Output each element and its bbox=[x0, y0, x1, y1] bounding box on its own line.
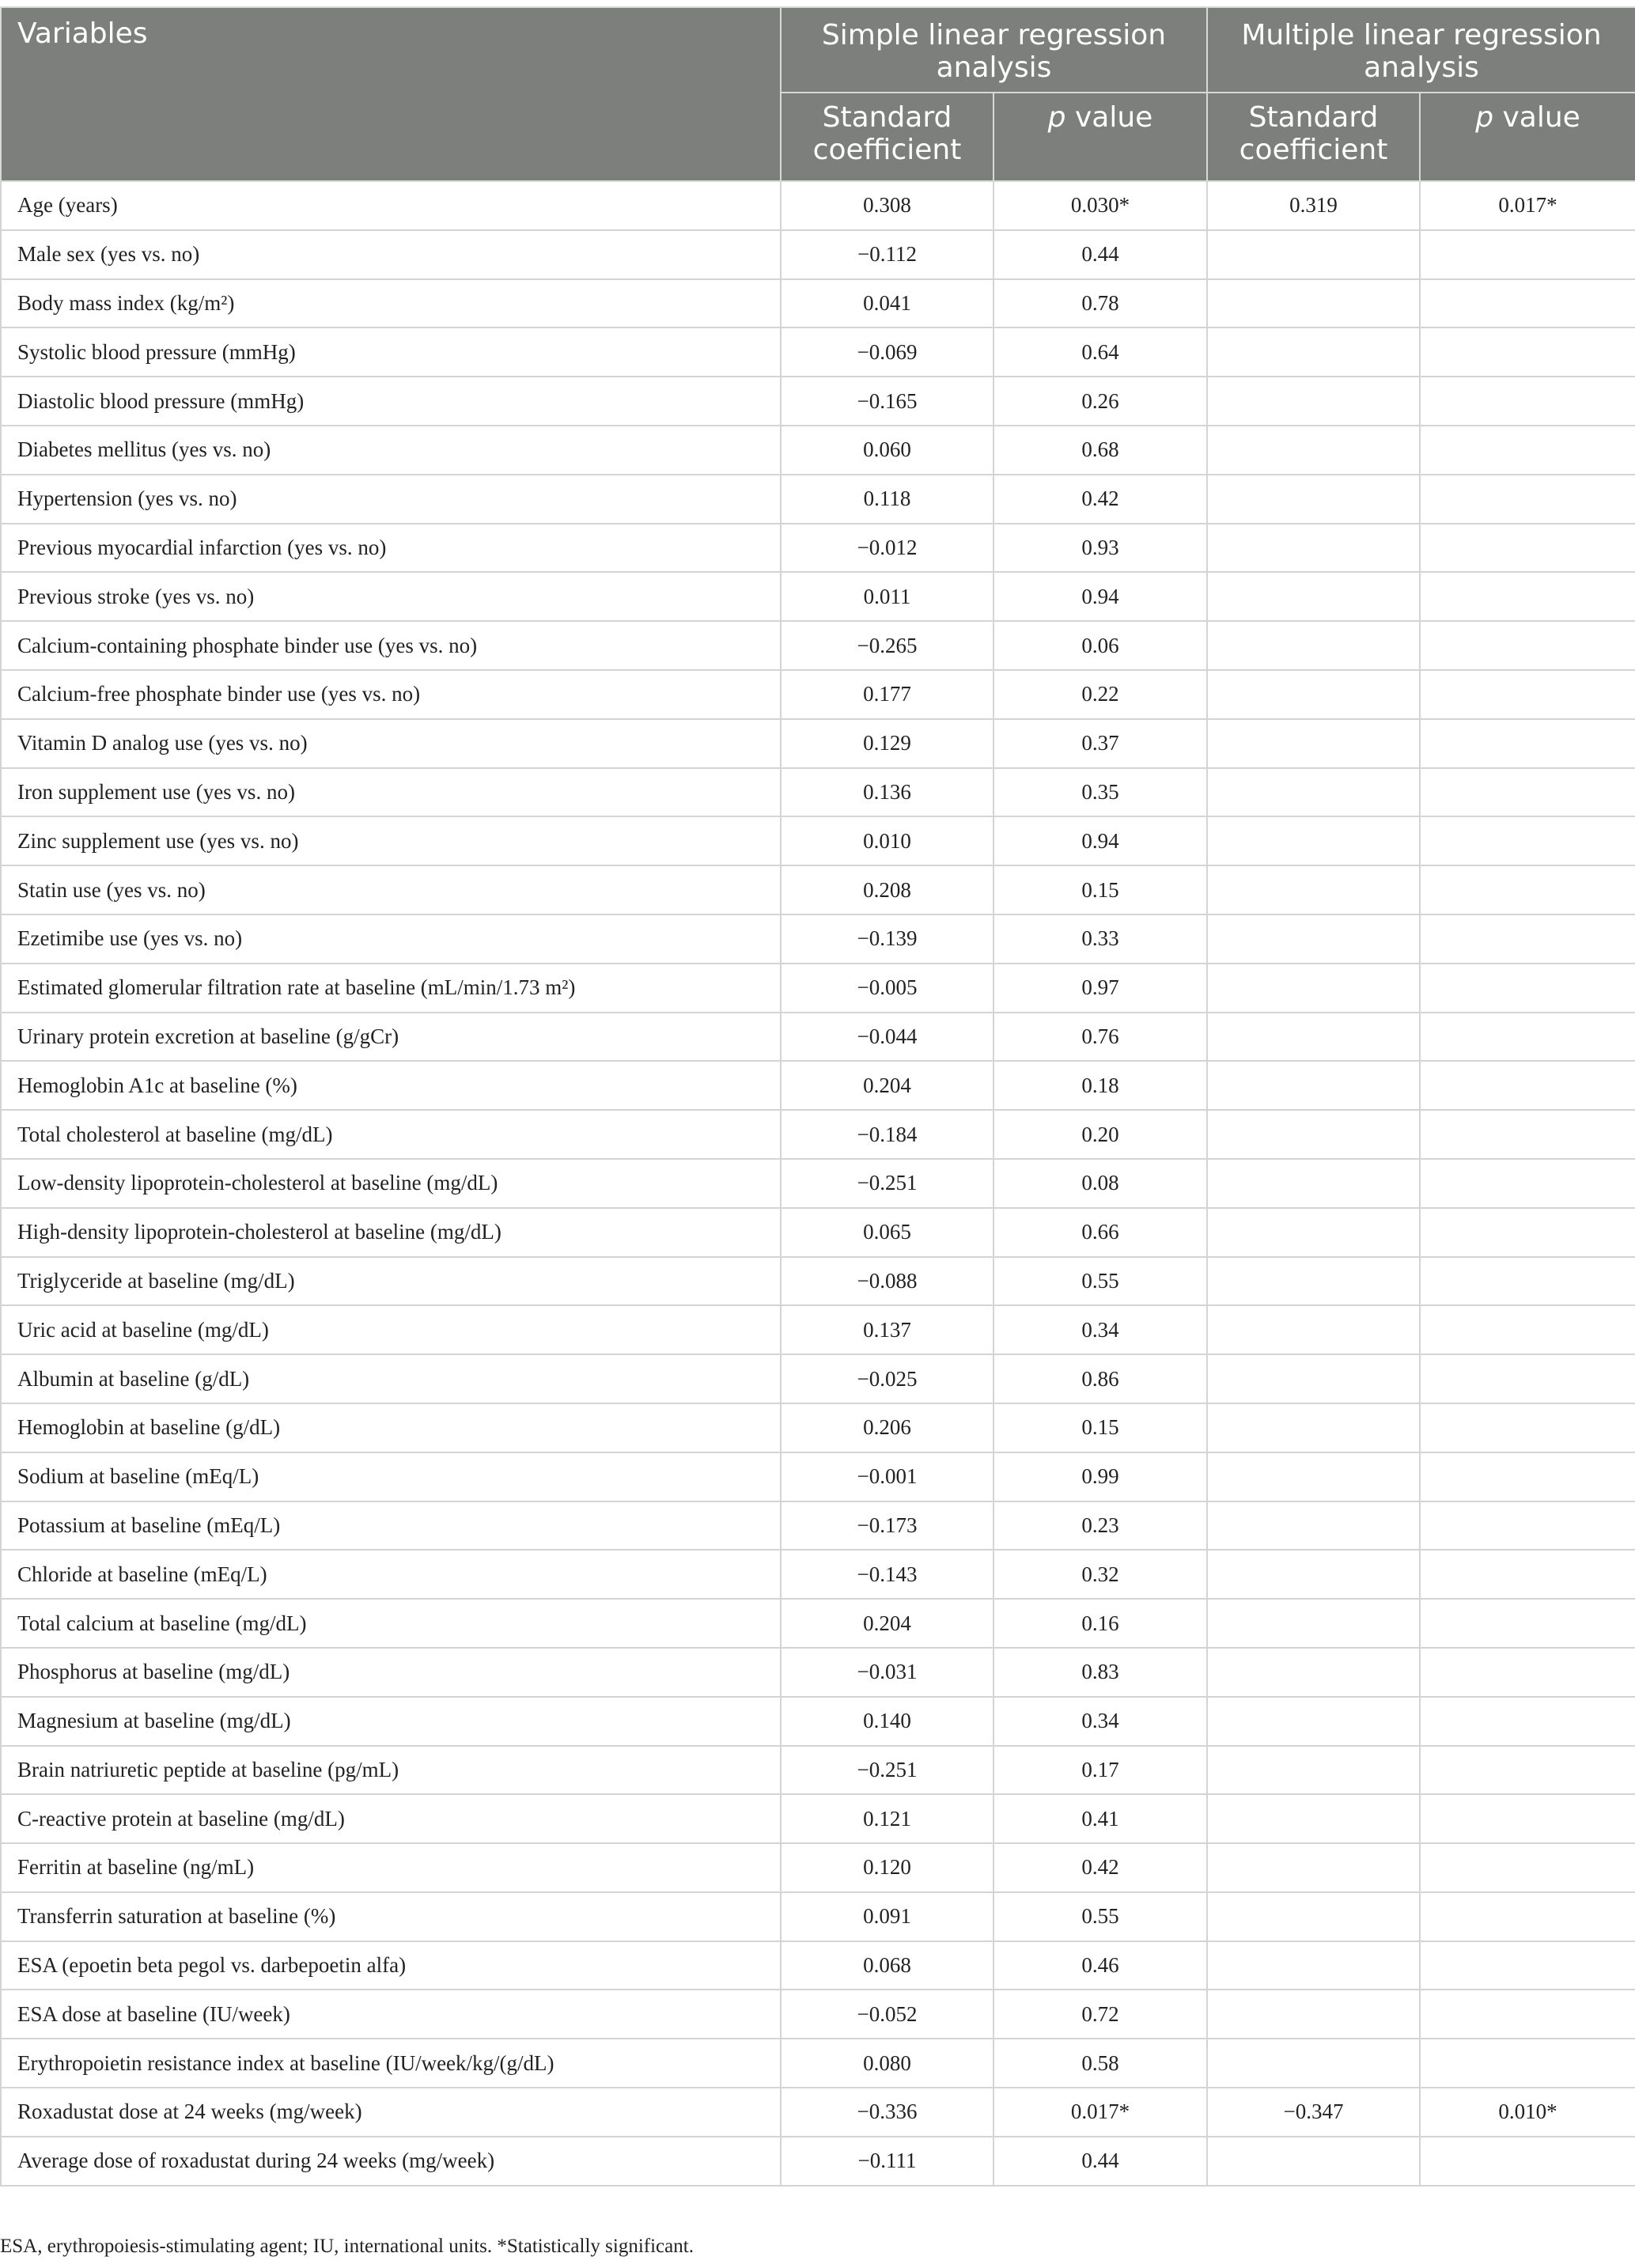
simple-standard-coefficient: −0.139 bbox=[781, 914, 993, 964]
table-row bbox=[1, 1599, 1635, 1648]
multiple-p-value bbox=[1420, 1746, 1635, 1795]
simple-p-value: 0.78 bbox=[993, 279, 1207, 328]
variable-label: Diabetes mellitus (yes vs. no) bbox=[1, 426, 781, 475]
variable-label: Previous stroke (yes vs. no) bbox=[1, 572, 781, 621]
table-header bbox=[1, 7, 1635, 181]
multiple-p-value bbox=[1420, 1013, 1635, 1062]
variable-label: Total cholesterol at baseline (mg/dL) bbox=[1, 1110, 781, 1159]
simple-p-value: 0.55 bbox=[993, 1892, 1207, 1941]
simple-p-value: 0.030* bbox=[993, 181, 1207, 230]
simple-p-value: 0.64 bbox=[993, 328, 1207, 377]
variable-label: Sodium at baseline (mEq/L) bbox=[1, 1452, 781, 1501]
simple-standard-coefficient: −0.031 bbox=[781, 1648, 993, 1697]
simple-p-value: 0.72 bbox=[993, 1990, 1207, 2039]
multiple-p-value bbox=[1420, 964, 1635, 1013]
variable-label: Hemoglobin A1c at baseline (%) bbox=[1, 1061, 781, 1110]
simple-standard-coefficient: −0.265 bbox=[781, 621, 993, 670]
multiple-standard-coefficient bbox=[1207, 475, 1420, 524]
multiple-p-value bbox=[1420, 475, 1635, 524]
multiple-standard-coefficient bbox=[1207, 524, 1420, 573]
simple-p-value: 0.17 bbox=[993, 1746, 1207, 1795]
multiple-standard-coefficient bbox=[1207, 1648, 1420, 1697]
table-row bbox=[1, 816, 1635, 865]
variable-label: Zinc supplement use (yes vs. no) bbox=[1, 816, 781, 865]
variable-label: Iron supplement use (yes vs. no) bbox=[1, 768, 781, 817]
simple-p-value: 0.44 bbox=[993, 230, 1207, 279]
variable-label: Low-density lipoprotein-cholesterol at baseline (mg/dL) bbox=[1, 1159, 781, 1208]
header-variables: Variables bbox=[1, 7, 781, 181]
multiple-p-value bbox=[1420, 1794, 1635, 1843]
multiple-standard-coefficient: 0.319 bbox=[1207, 181, 1420, 230]
simple-standard-coefficient: 0.068 bbox=[781, 1941, 993, 1990]
regression-table-container bbox=[0, 6, 1635, 2187]
multiple-standard-coefficient bbox=[1207, 1794, 1420, 1843]
variable-label: Roxadustat dose at 24 weeks (mg/week) bbox=[1, 2088, 781, 2137]
multiple-p-value bbox=[1420, 279, 1635, 328]
table-row bbox=[1, 1990, 1635, 2039]
multiple-standard-coefficient bbox=[1207, 1746, 1420, 1795]
multiple-standard-coefficient bbox=[1207, 572, 1420, 621]
variable-label: Potassium at baseline (mEq/L) bbox=[1, 1501, 781, 1550]
multiple-standard-coefficient bbox=[1207, 2137, 1420, 2186]
simple-p-value: 0.94 bbox=[993, 572, 1207, 621]
table-row bbox=[1, 1794, 1635, 1843]
variable-label: Total calcium at baseline (mg/dL) bbox=[1, 1599, 781, 1648]
multiple-standard-coefficient bbox=[1207, 1354, 1420, 1403]
simple-p-value: 0.66 bbox=[993, 1208, 1207, 1257]
table-row bbox=[1, 1892, 1635, 1941]
simple-p-value: 0.44 bbox=[993, 2137, 1207, 2186]
simple-standard-coefficient: 0.136 bbox=[781, 768, 993, 817]
multiple-standard-coefficient bbox=[1207, 279, 1420, 328]
simple-p-value: 0.58 bbox=[993, 2039, 1207, 2088]
simple-p-value: 0.22 bbox=[993, 670, 1207, 719]
multiple-standard-coefficient: −0.347 bbox=[1207, 2088, 1420, 2137]
multiple-standard-coefficient bbox=[1207, 1599, 1420, 1648]
variable-label: Estimated glomerular filtration rate at baseline (mL/min/1.73 m²) bbox=[1, 964, 781, 1013]
variable-label: Systolic blood pressure (mmHg) bbox=[1, 328, 781, 377]
table-row bbox=[1, 670, 1635, 719]
variable-label: Calcium-containing phosphate binder use (yes vs. no) bbox=[1, 621, 781, 670]
table-row bbox=[1, 1697, 1635, 1746]
multiple-p-value bbox=[1420, 1697, 1635, 1746]
variable-label: Erythropoietin resistance index at baseline (IU/week/kg/(g/dL) bbox=[1, 2039, 781, 2088]
multiple-p-value: 0.010* bbox=[1420, 2088, 1635, 2137]
multiple-p-value bbox=[1420, 1452, 1635, 1501]
simple-standard-coefficient: 0.091 bbox=[781, 1892, 993, 1941]
simple-standard-coefficient: 0.177 bbox=[781, 670, 993, 719]
simple-p-value: 0.08 bbox=[993, 1159, 1207, 1208]
simple-standard-coefficient: −0.005 bbox=[781, 964, 993, 1013]
table-row bbox=[1, 1550, 1635, 1599]
value-word: value bbox=[1065, 101, 1153, 134]
simple-standard-coefficient: −0.251 bbox=[781, 1159, 993, 1208]
table-row bbox=[1, 1746, 1635, 1795]
multiple-standard-coefficient bbox=[1207, 1110, 1420, 1159]
multiple-standard-coefficient bbox=[1207, 1159, 1420, 1208]
simple-p-value: 0.83 bbox=[993, 1648, 1207, 1697]
multiple-p-value bbox=[1420, 1843, 1635, 1892]
multiple-p-value bbox=[1420, 816, 1635, 865]
table-row bbox=[1, 328, 1635, 377]
table-row bbox=[1, 1208, 1635, 1257]
simple-standard-coefficient: −0.143 bbox=[781, 1550, 993, 1599]
simple-p-value: 0.46 bbox=[993, 1941, 1207, 1990]
multiple-p-value bbox=[1420, 1990, 1635, 2039]
simple-p-value: 0.93 bbox=[993, 524, 1207, 573]
simple-standard-coefficient: 0.308 bbox=[781, 181, 993, 230]
multiple-standard-coefficient bbox=[1207, 1403, 1420, 1452]
table-row bbox=[1, 279, 1635, 328]
variable-label: Calcium-free phosphate binder use (yes vs. no) bbox=[1, 670, 781, 719]
table-row bbox=[1, 426, 1635, 475]
table-row bbox=[1, 1061, 1635, 1110]
table-row bbox=[1, 621, 1635, 670]
table-body bbox=[1, 181, 1635, 2186]
simple-p-value: 0.18 bbox=[993, 1061, 1207, 1110]
multiple-standard-coefficient bbox=[1207, 328, 1420, 377]
table-row bbox=[1, 768, 1635, 817]
table-row bbox=[1, 572, 1635, 621]
multiple-p-value bbox=[1420, 1208, 1635, 1257]
table-footnote: ESA, erythropoiesis-stimulating agent; IU, international units. *Statistically significant. bbox=[0, 2236, 694, 2257]
variable-label: Average dose of roxadustat during 24 weeks (mg/week) bbox=[1, 2137, 781, 2186]
simple-p-value: 0.32 bbox=[993, 1550, 1207, 1599]
simple-standard-coefficient: −0.025 bbox=[781, 1354, 993, 1403]
multiple-standard-coefficient bbox=[1207, 1208, 1420, 1257]
multiple-standard-coefficient bbox=[1207, 1305, 1420, 1354]
simple-standard-coefficient: 0.137 bbox=[781, 1305, 993, 1354]
simple-standard-coefficient: −0.001 bbox=[781, 1452, 993, 1501]
simple-p-value: 0.26 bbox=[993, 377, 1207, 426]
variable-label: Body mass index (kg/m²) bbox=[1, 279, 781, 328]
table-row bbox=[1, 181, 1635, 230]
variable-label: C-reactive protein at baseline (mg/dL) bbox=[1, 1794, 781, 1843]
multiple-p-value bbox=[1420, 377, 1635, 426]
simple-p-value: 0.017* bbox=[993, 2088, 1207, 2137]
variable-label: Chloride at baseline (mEq/L) bbox=[1, 1550, 781, 1599]
multiple-p-value bbox=[1420, 1550, 1635, 1599]
p-letter: p bbox=[1475, 101, 1494, 134]
simple-standard-coefficient: 0.208 bbox=[781, 865, 993, 914]
value-word: value bbox=[1493, 101, 1580, 134]
multiple-standard-coefficient bbox=[1207, 670, 1420, 719]
simple-standard-coefficient: 0.204 bbox=[781, 1061, 993, 1110]
variable-label: Male sex (yes vs. no) bbox=[1, 230, 781, 279]
multiple-p-value bbox=[1420, 524, 1635, 573]
header-multiple-standard-coefficient: Standard coefficient bbox=[1207, 93, 1420, 181]
table-row bbox=[1, 524, 1635, 573]
simple-standard-coefficient: −0.069 bbox=[781, 328, 993, 377]
multiple-standard-coefficient bbox=[1207, 1843, 1420, 1892]
simple-p-value: 0.23 bbox=[993, 1501, 1207, 1550]
p-letter: p bbox=[1047, 101, 1066, 134]
simple-standard-coefficient: −0.044 bbox=[781, 1013, 993, 1062]
simple-standard-coefficient: 0.129 bbox=[781, 719, 993, 768]
simple-standard-coefficient: −0.173 bbox=[781, 1501, 993, 1550]
simple-standard-coefficient: −0.052 bbox=[781, 1990, 993, 2039]
simple-standard-coefficient: 0.080 bbox=[781, 2039, 993, 2088]
multiple-standard-coefficient bbox=[1207, 1990, 1420, 2039]
multiple-standard-coefficient bbox=[1207, 1257, 1420, 1306]
variable-label: Hemoglobin at baseline (g/dL) bbox=[1, 1403, 781, 1452]
multiple-p-value bbox=[1420, 1892, 1635, 1941]
multiple-p-value bbox=[1420, 1403, 1635, 1452]
multiple-p-value: 0.017* bbox=[1420, 181, 1635, 230]
simple-standard-coefficient: −0.112 bbox=[781, 230, 993, 279]
multiple-p-value bbox=[1420, 1648, 1635, 1697]
multiple-p-value bbox=[1420, 865, 1635, 914]
simple-p-value: 0.41 bbox=[993, 1794, 1207, 1843]
simple-standard-coefficient: −0.012 bbox=[781, 524, 993, 573]
table-row bbox=[1, 2137, 1635, 2186]
simple-standard-coefficient: 0.041 bbox=[781, 279, 993, 328]
simple-p-value: 0.15 bbox=[993, 865, 1207, 914]
simple-p-value: 0.68 bbox=[993, 426, 1207, 475]
variable-label: Ferritin at baseline (ng/mL) bbox=[1, 1843, 781, 1892]
simple-standard-coefficient: 0.010 bbox=[781, 816, 993, 865]
multiple-p-value bbox=[1420, 1599, 1635, 1648]
table-row bbox=[1, 1354, 1635, 1403]
multiple-p-value bbox=[1420, 670, 1635, 719]
table-row bbox=[1, 377, 1635, 426]
variable-label: Previous myocardial infarction (yes vs. no) bbox=[1, 524, 781, 573]
simple-p-value: 0.15 bbox=[993, 1403, 1207, 1452]
multiple-standard-coefficient bbox=[1207, 914, 1420, 964]
header-multiple-p-value bbox=[1420, 93, 1635, 181]
multiple-standard-coefficient bbox=[1207, 1550, 1420, 1599]
multiple-p-value bbox=[1420, 914, 1635, 964]
multiple-p-value bbox=[1420, 1305, 1635, 1354]
simple-p-value: 0.97 bbox=[993, 964, 1207, 1013]
table-row bbox=[1, 2039, 1635, 2088]
variable-label: Hypertension (yes vs. no) bbox=[1, 475, 781, 524]
simple-p-value: 0.34 bbox=[993, 1697, 1207, 1746]
simple-p-value: 0.99 bbox=[993, 1452, 1207, 1501]
simple-standard-coefficient: 0.065 bbox=[781, 1208, 993, 1257]
simple-p-value: 0.34 bbox=[993, 1305, 1207, 1354]
header-simple-regression: Simple linear regression analysis bbox=[781, 7, 1207, 93]
multiple-p-value bbox=[1420, 1941, 1635, 1990]
simple-standard-coefficient: −0.251 bbox=[781, 1746, 993, 1795]
variable-label: Phosphorus at baseline (mg/dL) bbox=[1, 1648, 781, 1697]
multiple-standard-coefficient bbox=[1207, 2039, 1420, 2088]
table-row bbox=[1, 1013, 1635, 1062]
multiple-standard-coefficient bbox=[1207, 1697, 1420, 1746]
multiple-standard-coefficient bbox=[1207, 768, 1420, 817]
multiple-p-value bbox=[1420, 621, 1635, 670]
table-row bbox=[1, 1257, 1635, 1306]
simple-p-value: 0.06 bbox=[993, 621, 1207, 670]
simple-p-value: 0.76 bbox=[993, 1013, 1207, 1062]
multiple-p-value bbox=[1420, 768, 1635, 817]
multiple-p-value bbox=[1420, 719, 1635, 768]
table-row bbox=[1, 914, 1635, 964]
multiple-standard-coefficient bbox=[1207, 816, 1420, 865]
table-row bbox=[1, 1159, 1635, 1208]
multiple-p-value bbox=[1420, 1354, 1635, 1403]
variable-label: Ezetimibe use (yes vs. no) bbox=[1, 914, 781, 964]
simple-p-value: 0.20 bbox=[993, 1110, 1207, 1159]
variable-label: ESA dose at baseline (IU/week) bbox=[1, 1990, 781, 2039]
simple-p-value: 0.33 bbox=[993, 914, 1207, 964]
simple-p-value: 0.55 bbox=[993, 1257, 1207, 1306]
simple-standard-coefficient: 0.121 bbox=[781, 1794, 993, 1843]
multiple-standard-coefficient bbox=[1207, 1013, 1420, 1062]
multiple-standard-coefficient bbox=[1207, 621, 1420, 670]
simple-p-value: 0.42 bbox=[993, 475, 1207, 524]
table-row bbox=[1, 230, 1635, 279]
simple-p-value: 0.37 bbox=[993, 719, 1207, 768]
multiple-p-value bbox=[1420, 426, 1635, 475]
multiple-p-value bbox=[1420, 1159, 1635, 1208]
simple-standard-coefficient: −0.111 bbox=[781, 2137, 993, 2186]
simple-p-value: 0.86 bbox=[993, 1354, 1207, 1403]
simple-standard-coefficient: 0.204 bbox=[781, 1599, 993, 1648]
header-multiple-regression: Multiple linear regression analysis bbox=[1207, 7, 1635, 93]
simple-p-value: 0.94 bbox=[993, 816, 1207, 865]
multiple-p-value bbox=[1420, 2039, 1635, 2088]
simple-p-value: 0.35 bbox=[993, 768, 1207, 817]
variable-label: Magnesium at baseline (mg/dL) bbox=[1, 1697, 781, 1746]
multiple-p-value bbox=[1420, 2137, 1635, 2186]
header-simple-standard-coefficient: Standard coefficient bbox=[781, 93, 993, 181]
simple-standard-coefficient: 0.140 bbox=[781, 1697, 993, 1746]
multiple-p-value bbox=[1420, 1110, 1635, 1159]
table-row bbox=[1, 865, 1635, 914]
simple-standard-coefficient: 0.011 bbox=[781, 572, 993, 621]
multiple-standard-coefficient bbox=[1207, 1061, 1420, 1110]
simple-standard-coefficient: −0.336 bbox=[781, 2088, 993, 2137]
multiple-standard-coefficient bbox=[1207, 719, 1420, 768]
variable-label: Triglyceride at baseline (mg/dL) bbox=[1, 1257, 781, 1306]
variable-label: Brain natriuretic peptide at baseline (pg/mL) bbox=[1, 1746, 781, 1795]
variable-label: Albumin at baseline (g/dL) bbox=[1, 1354, 781, 1403]
table-row bbox=[1, 1843, 1635, 1892]
header-simple-p-value bbox=[993, 93, 1207, 181]
table-row bbox=[1, 1305, 1635, 1354]
table-row bbox=[1, 1452, 1635, 1501]
multiple-standard-coefficient bbox=[1207, 426, 1420, 475]
multiple-p-value bbox=[1420, 230, 1635, 279]
variable-label: Diastolic blood pressure (mmHg) bbox=[1, 377, 781, 426]
simple-standard-coefficient: 0.118 bbox=[781, 475, 993, 524]
table-row bbox=[1, 719, 1635, 768]
multiple-standard-coefficient bbox=[1207, 1941, 1420, 1990]
variable-label: Urinary protein excretion at baseline (g/gCr) bbox=[1, 1013, 781, 1062]
multiple-standard-coefficient bbox=[1207, 1501, 1420, 1550]
variable-label: Vitamin D analog use (yes vs. no) bbox=[1, 719, 781, 768]
table-row bbox=[1, 1110, 1635, 1159]
multiple-standard-coefficient bbox=[1207, 1892, 1420, 1941]
table-row bbox=[1, 2088, 1635, 2137]
simple-p-value: 0.16 bbox=[993, 1599, 1207, 1648]
table-row bbox=[1, 1941, 1635, 1990]
table-row bbox=[1, 1403, 1635, 1452]
simple-standard-coefficient: 0.120 bbox=[781, 1843, 993, 1892]
multiple-p-value bbox=[1420, 1501, 1635, 1550]
variable-label: Uric acid at baseline (mg/dL) bbox=[1, 1305, 781, 1354]
table-row bbox=[1, 1501, 1635, 1550]
table-row bbox=[1, 1648, 1635, 1697]
simple-standard-coefficient: −0.165 bbox=[781, 377, 993, 426]
multiple-p-value bbox=[1420, 328, 1635, 377]
variable-label: Age (years) bbox=[1, 181, 781, 230]
regression-table bbox=[0, 6, 1635, 2187]
simple-standard-coefficient: 0.206 bbox=[781, 1403, 993, 1452]
variable-label: Transferrin saturation at baseline (%) bbox=[1, 1892, 781, 1941]
multiple-standard-coefficient bbox=[1207, 230, 1420, 279]
simple-standard-coefficient: −0.088 bbox=[781, 1257, 993, 1306]
simple-standard-coefficient: 0.060 bbox=[781, 426, 993, 475]
simple-standard-coefficient: −0.184 bbox=[781, 1110, 993, 1159]
multiple-standard-coefficient bbox=[1207, 1452, 1420, 1501]
variable-label: ESA (epoetin beta pegol vs. darbepoetin alfa) bbox=[1, 1941, 781, 1990]
table-row bbox=[1, 475, 1635, 524]
multiple-p-value bbox=[1420, 1061, 1635, 1110]
multiple-p-value bbox=[1420, 572, 1635, 621]
multiple-standard-coefficient bbox=[1207, 964, 1420, 1013]
table-row bbox=[1, 964, 1635, 1013]
simple-p-value: 0.42 bbox=[993, 1843, 1207, 1892]
multiple-p-value bbox=[1420, 1257, 1635, 1306]
multiple-standard-coefficient bbox=[1207, 865, 1420, 914]
multiple-standard-coefficient bbox=[1207, 377, 1420, 426]
variable-label: Statin use (yes vs. no) bbox=[1, 865, 781, 914]
variable-label: High-density lipoprotein-cholesterol at baseline (mg/dL) bbox=[1, 1208, 781, 1257]
